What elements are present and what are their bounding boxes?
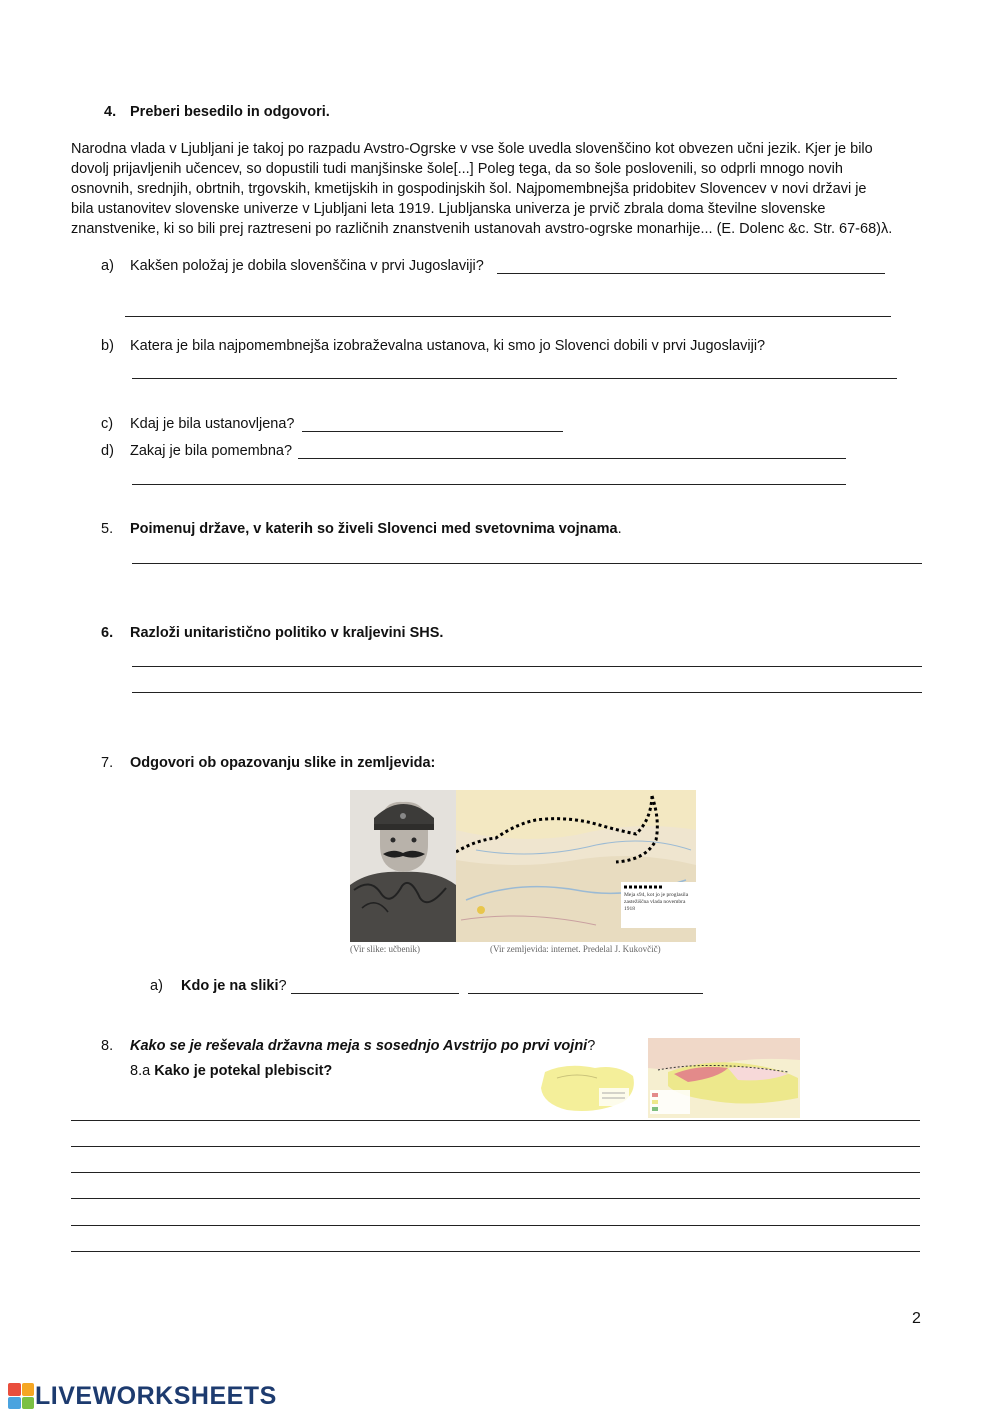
plebiscite-map-small	[537, 1058, 642, 1118]
border-map	[456, 790, 696, 942]
paragraph-line: bila ustanovitev slovenske univerze v Ljubljani leta 1919. Ljubljanska univerza je prvič zbrala doma številne slovenske	[71, 201, 826, 217]
q5-suffix: .	[617, 521, 622, 537]
q7a-question	[181, 978, 287, 994]
q6-number: 6.	[101, 625, 114, 641]
q8-answer-line-4[interactable]	[71, 1198, 920, 1199]
q8-answer-line-5[interactable]	[71, 1225, 920, 1226]
q4d-text: Zakaj je bila pomembna?	[130, 443, 293, 459]
q6-text: Razloži unitaristično politiko v kraljevini SHS.	[130, 625, 444, 641]
q4b-answer-line[interactable]	[132, 378, 897, 379]
q4d-answer-line-1[interactable]	[298, 458, 846, 459]
carinthia-map	[648, 1038, 800, 1118]
q4b-text: Katera je bila najpomembnejša izobraževalna ustanova, ki smo jo Slovenci dobili v prvi Jugoslaviji?	[130, 338, 766, 354]
q8-text: Kako se je reševala državna meja s sosednjo Avstrijo po prvi vojni	[130, 1038, 588, 1054]
q4-title: Preberi besedilo in odgovori.	[130, 104, 330, 120]
logo-text: LIVEWORKSHEETS	[35, 1381, 277, 1410]
soldier-portrait-image	[350, 790, 456, 942]
q7-number: 7.	[101, 755, 114, 771]
q8a-question	[130, 1063, 332, 1079]
q4d-label: d)	[101, 443, 114, 459]
carinthia-map-image	[648, 1038, 800, 1118]
q8-suffix: ?	[587, 1038, 596, 1054]
plebiscite-map-image	[537, 1058, 642, 1118]
q4a-answer-line-2[interactable]	[125, 316, 891, 317]
map-image	[456, 790, 696, 942]
q6-answer-line-1[interactable]	[132, 666, 922, 667]
q8-number: 8.	[101, 1038, 114, 1054]
q4a-label: a)	[101, 258, 114, 274]
q8a-label: 8.a	[130, 1063, 151, 1079]
page-number: 2	[912, 1310, 921, 1327]
q5-answer-line[interactable]	[132, 563, 922, 564]
paragraph-line: osnovnih, srednjih, obrtnih, trgovskih, kmetijskih in gospodinjskih šol. Najpomembnejša pridobitev Slovencev v novi državi je	[71, 181, 867, 197]
q4c-text: Kdaj je bila ustanovljena?	[130, 416, 295, 432]
q4d-answer-line-2[interactable]	[132, 484, 846, 485]
q7a-answer-line-1[interactable]	[291, 993, 459, 994]
paragraph-line: Narodna vlada v Ljubljani je takoj po razpadu Avstro-Ogrske v vse šole uvedla slovenščino kot obvezen učni jezik. Kjer je bilo	[71, 141, 873, 157]
q4c-answer-line[interactable]	[302, 431, 563, 432]
map-legend-text: Meja s94, kot jo je proglasila zastežiščna vlada novembra 1918	[624, 892, 689, 912]
q5-question	[130, 521, 622, 537]
q8-answer-line-2[interactable]	[71, 1146, 920, 1147]
q7a-answer-line-2[interactable]	[468, 993, 703, 994]
soldier-photo	[350, 790, 456, 942]
liveworksheets-logo	[8, 1381, 277, 1411]
q5-number: 5.	[101, 521, 114, 537]
q7a-text: Kdo je na sliki	[181, 978, 279, 994]
q7-text: Odgovori ob opazovanju slike in zemljevida:	[130, 755, 436, 771]
q6-answer-line-2[interactable]	[132, 692, 922, 693]
q8-question	[130, 1038, 595, 1054]
paragraph-line: znanstvenike, ki so bili prej raztreseni po različnih znanstvenih ustanovah avstro-ogrske monarhije... (E. Dolenc &c. Str. 67-68)λ.	[71, 221, 893, 237]
q4b-label: b)	[101, 338, 114, 354]
q8a-text: Kako je potekal plebiscit?	[154, 1063, 333, 1079]
map-caption: (Vir zemljevida: internet. Predelal J. Kukovčič)	[490, 944, 661, 954]
q4-paragraph	[71, 139, 931, 239]
q4-number: 4.	[104, 104, 117, 120]
q4a-text: Kakšen položaj je dobila slovenščina v prvi Jugoslaviji?	[130, 258, 484, 274]
q4c-label: c)	[101, 416, 114, 432]
q7a-suffix: ?	[278, 978, 287, 994]
q5-text: Poimenuj države, v katerih so živeli Slovenci med svetovnima vojnama	[130, 521, 618, 537]
q8-answer-line-3[interactable]	[71, 1172, 920, 1173]
q7a-label: a)	[150, 978, 163, 994]
photo-caption: (Vir slike: učbenik)	[350, 944, 420, 954]
q8-answer-line-1[interactable]	[71, 1120, 920, 1121]
q8-answer-line-6[interactable]	[71, 1251, 920, 1252]
q4a-answer-line-1[interactable]	[497, 273, 885, 274]
liveworksheets-logo-icon	[8, 1383, 34, 1409]
paragraph-line: dovolj prijavljenih učencev, so dopustili tudi manjšinske šole[...] Poleg tega, da so šole poslovenili, so odprli mnogo novih	[71, 161, 843, 177]
